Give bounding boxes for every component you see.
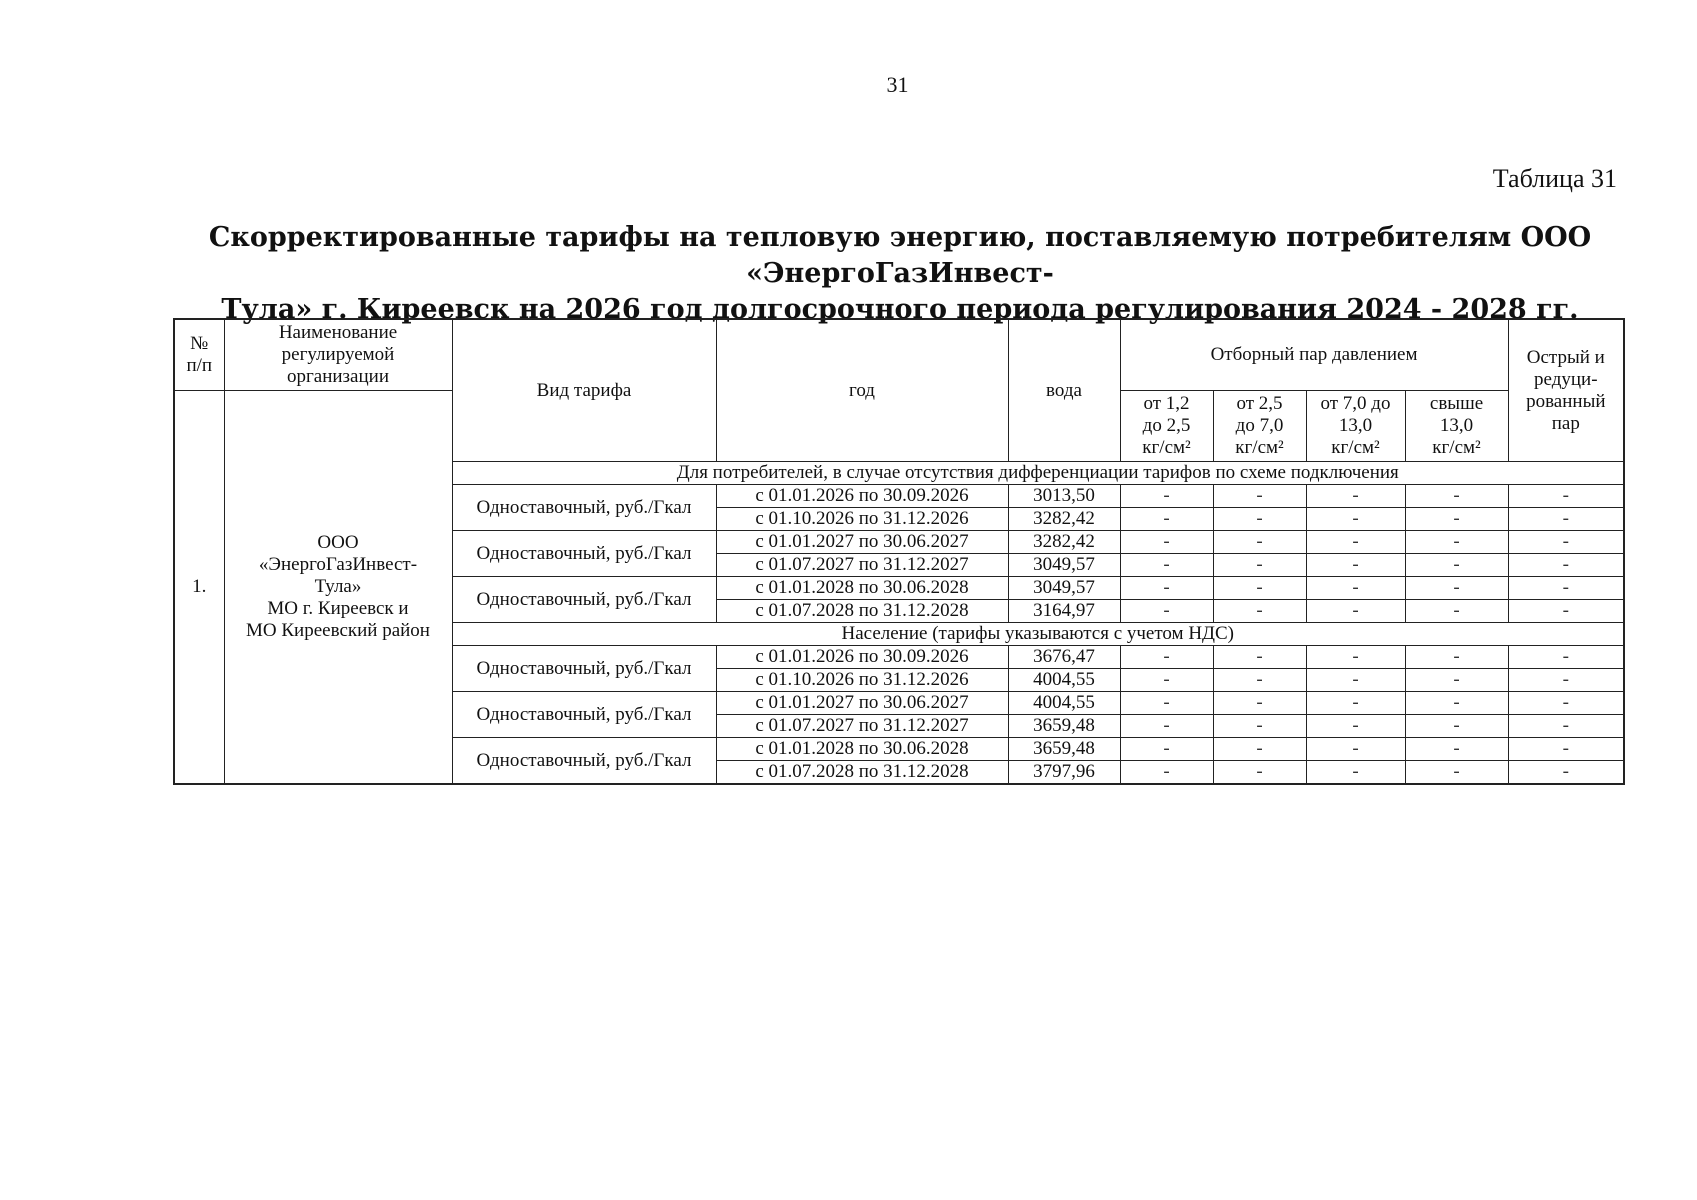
- sharp-steam-cell: -: [1508, 669, 1624, 692]
- steam-s3-cell: -: [1306, 646, 1405, 669]
- steam-s1-cell: -: [1120, 577, 1213, 600]
- steam-s2-cell: -: [1213, 508, 1306, 531]
- steam-s1-cell: -: [1120, 485, 1213, 508]
- steam-s4-cell: -: [1405, 669, 1508, 692]
- period-cell: с 01.07.2028 по 31.12.2028: [716, 600, 1008, 623]
- tariff-type-cell: Одноставочный, руб./Гкал: [452, 738, 716, 785]
- period-cell: с 01.10.2026 по 31.12.2026: [716, 508, 1008, 531]
- period-cell: с 01.01.2028 по 30.06.2028: [716, 738, 1008, 761]
- period-cell: с 01.01.2027 по 30.06.2027: [716, 692, 1008, 715]
- sharp-steam-cell: -: [1508, 715, 1624, 738]
- steam-s3-cell: -: [1306, 761, 1405, 785]
- steam-s1-cell: -: [1120, 600, 1213, 623]
- steam-s2-cell: -: [1213, 669, 1306, 692]
- steam-s1-cell: -: [1120, 531, 1213, 554]
- period-cell: с 01.07.2027 по 31.12.2027: [716, 554, 1008, 577]
- steam-s2-cell: -: [1213, 646, 1306, 669]
- sharp-steam-cell: -: [1508, 554, 1624, 577]
- steam-s3-cell: -: [1306, 669, 1405, 692]
- steam-s1-cell: -: [1120, 646, 1213, 669]
- table-label: Таблица 31: [1492, 164, 1617, 193]
- steam-s3-cell: -: [1306, 692, 1405, 715]
- steam-s1-cell: -: [1120, 761, 1213, 785]
- sharp-steam-cell: -: [1508, 508, 1624, 531]
- row-number: 1.: [174, 391, 224, 785]
- steam-s1-cell: -: [1120, 554, 1213, 577]
- steam-s2-cell: -: [1213, 692, 1306, 715]
- steam-s2-cell: -: [1213, 738, 1306, 761]
- period-cell: с 01.07.2027 по 31.12.2027: [716, 715, 1008, 738]
- water-value-cell: 3659,48: [1008, 715, 1120, 738]
- header-steam-group: Отборный пар давлением: [1120, 319, 1508, 391]
- water-value-cell: 3797,96: [1008, 761, 1120, 785]
- sharp-steam-cell: -: [1508, 531, 1624, 554]
- sharp-steam-cell: -: [1508, 761, 1624, 785]
- period-cell: с 01.01.2027 по 30.06.2027: [716, 531, 1008, 554]
- steam-s1-cell: -: [1120, 692, 1213, 715]
- water-value-cell: 3013,50: [1008, 485, 1120, 508]
- water-value-cell: 4004,55: [1008, 692, 1120, 715]
- tariff-type-cell: Одноставочный, руб./Гкал: [452, 692, 716, 738]
- sharp-steam-cell: -: [1508, 577, 1624, 600]
- steam-s3-cell: -: [1306, 531, 1405, 554]
- water-value-cell: 4004,55: [1008, 669, 1120, 692]
- water-value-cell: 3049,57: [1008, 554, 1120, 577]
- water-value-cell: 3659,48: [1008, 738, 1120, 761]
- steam-s3-cell: -: [1306, 508, 1405, 531]
- organization-name: ООО «ЭнергоГазИнвест- Тула» МО г. Киреевск и МО Киреевский район: [224, 391, 452, 785]
- steam-s4-cell: -: [1405, 738, 1508, 761]
- steam-s1-cell: -: [1120, 669, 1213, 692]
- period-cell: с 01.07.2028 по 31.12.2028: [716, 761, 1008, 785]
- header-steam-3: от 7,0 до 13,0 кг/см²: [1306, 391, 1405, 462]
- header-number: № п/п: [174, 319, 224, 391]
- steam-s3-cell: -: [1306, 577, 1405, 600]
- sharp-steam-cell: -: [1508, 485, 1624, 508]
- period-cell: с 01.10.2026 по 31.12.2026: [716, 669, 1008, 692]
- title-line-2: Тула» г. Киреевск на 2026 год долгосрочного периода регулирования 2024 - 2028 гг.: [221, 294, 1579, 325]
- header-tariff-type: Вид тарифа: [452, 319, 716, 462]
- document-title: [190, 220, 1610, 328]
- steam-s3-cell: -: [1306, 554, 1405, 577]
- tariff-type-cell: Одноставочный, руб./Гкал: [452, 646, 716, 692]
- water-value-cell: 3676,47: [1008, 646, 1120, 669]
- steam-s3-cell: -: [1306, 715, 1405, 738]
- sharp-steam-cell: -: [1508, 600, 1624, 623]
- water-value-cell: 3282,42: [1008, 531, 1120, 554]
- steam-s1-cell: -: [1120, 508, 1213, 531]
- tariff-type-cell: Одноставочный, руб./Гкал: [452, 485, 716, 531]
- header-row-1: [174, 319, 1624, 391]
- water-value-cell: 3282,42: [1008, 508, 1120, 531]
- period-cell: с 01.01.2026 по 30.09.2026: [716, 485, 1008, 508]
- page-number: 31: [886, 72, 909, 97]
- steam-s3-cell: -: [1306, 600, 1405, 623]
- steam-s2-cell: -: [1213, 761, 1306, 785]
- steam-s2-cell: -: [1213, 715, 1306, 738]
- sharp-steam-cell: -: [1508, 738, 1624, 761]
- title-line-1: Скорректированные тарифы на тепловую энергию, поставляемую потребителям ООО «ЭнергоГазИнвест-: [208, 222, 1592, 289]
- steam-s4-cell: -: [1405, 577, 1508, 600]
- header-organization: Наименование регулируемой организации: [224, 319, 452, 391]
- steam-s2-cell: -: [1213, 577, 1306, 600]
- tariff-type-cell: Одноставочный, руб./Гкал: [452, 531, 716, 577]
- header-year: год: [716, 319, 1008, 462]
- steam-s4-cell: -: [1405, 646, 1508, 669]
- steam-s4-cell: -: [1405, 508, 1508, 531]
- sharp-steam-cell: -: [1508, 692, 1624, 715]
- steam-s4-cell: -: [1405, 554, 1508, 577]
- steam-s2-cell: -: [1213, 485, 1306, 508]
- water-value-cell: 3049,57: [1008, 577, 1120, 600]
- header-steam-1: от 1,2 до 2,5 кг/см²: [1120, 391, 1213, 462]
- section-title: Для потребителей, в случае отсутствия дифференциации тарифов по схеме подключения: [452, 462, 1624, 485]
- steam-s1-cell: -: [1120, 738, 1213, 761]
- steam-s4-cell: -: [1405, 485, 1508, 508]
- steam-s4-cell: -: [1405, 600, 1508, 623]
- sharp-steam-cell: -: [1508, 646, 1624, 669]
- header-steam-4: свыше 13,0 кг/см²: [1405, 391, 1508, 462]
- tariff-type-cell: Одноставочный, руб./Гкал: [452, 577, 716, 623]
- period-cell: с 01.01.2026 по 30.09.2026: [716, 646, 1008, 669]
- steam-s3-cell: -: [1306, 738, 1405, 761]
- tariff-table: [173, 318, 1625, 785]
- section-title: Население (тарифы указываются с учетом НДС): [452, 623, 1624, 646]
- steam-s4-cell: -: [1405, 715, 1508, 738]
- period-cell: с 01.01.2028 по 30.06.2028: [716, 577, 1008, 600]
- steam-s4-cell: -: [1405, 761, 1508, 785]
- steam-s2-cell: -: [1213, 554, 1306, 577]
- steam-s3-cell: -: [1306, 485, 1405, 508]
- steam-s2-cell: -: [1213, 600, 1306, 623]
- water-value-cell: 3164,97: [1008, 600, 1120, 623]
- steam-s2-cell: -: [1213, 531, 1306, 554]
- steam-s4-cell: -: [1405, 692, 1508, 715]
- header-sharp-steam: Острый и редуци- рованный пар: [1508, 319, 1624, 462]
- header-steam-2: от 2,5 до 7,0 кг/см²: [1213, 391, 1306, 462]
- header-water: вода: [1008, 319, 1120, 462]
- steam-s4-cell: -: [1405, 531, 1508, 554]
- steam-s1-cell: -: [1120, 715, 1213, 738]
